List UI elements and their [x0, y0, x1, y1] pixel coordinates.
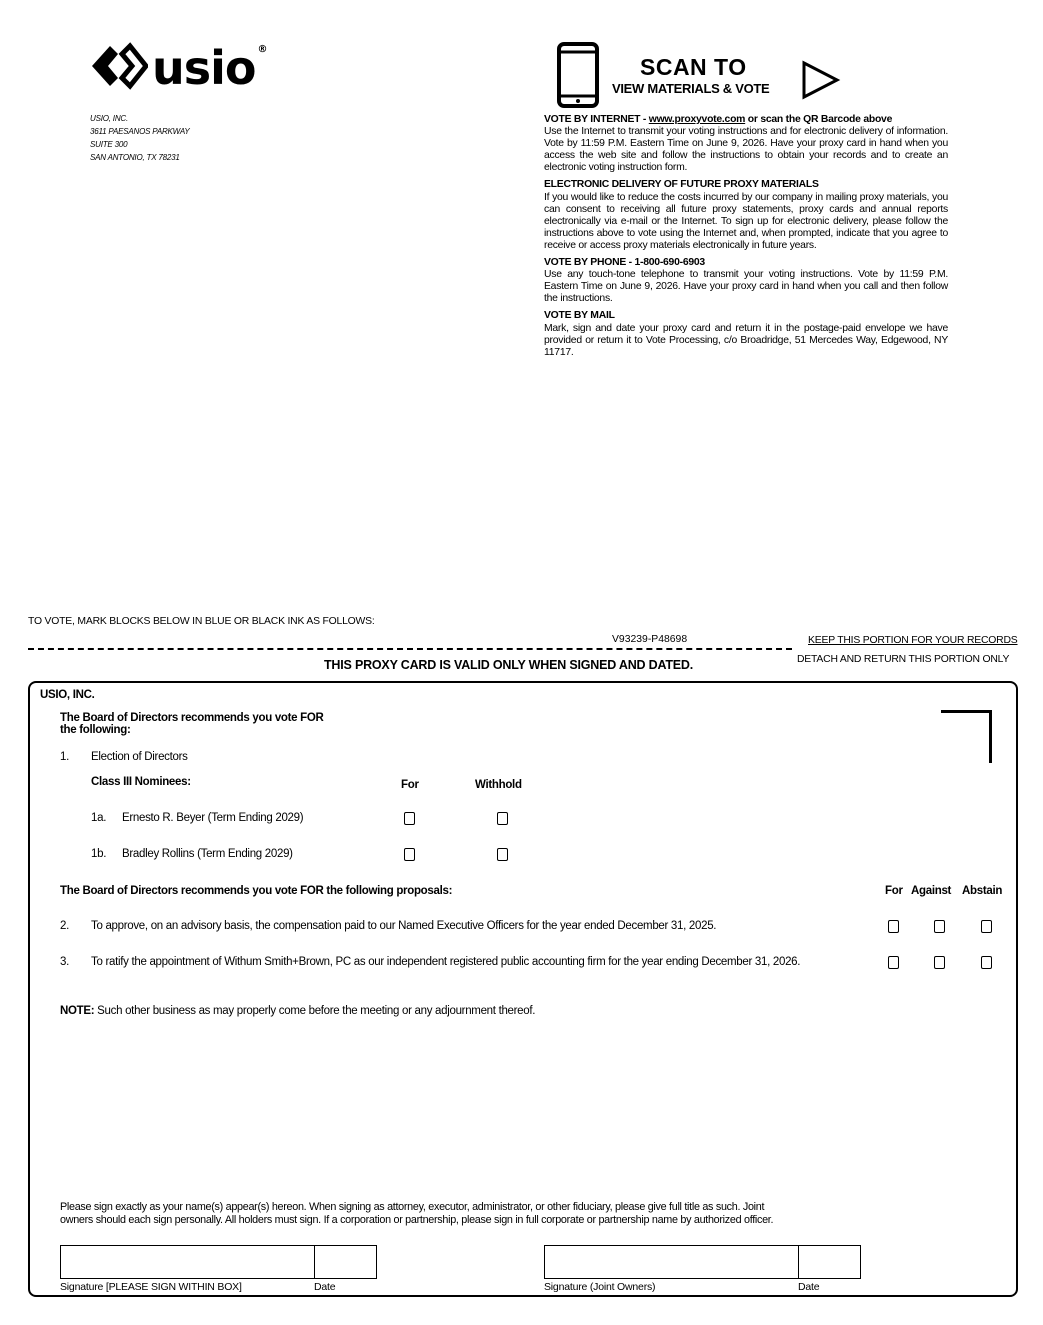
- joint-signature-date-divider: [798, 1246, 799, 1278]
- mark-instructions: TO VOTE, MARK BLOCKS BELOW IN BLUE OR BLACK INK AS FOLLOWS:: [28, 616, 375, 627]
- column-against: Against: [911, 885, 952, 897]
- nominee-1a-for-checkbox[interactable]: [404, 812, 415, 825]
- column-for-proposals: For: [885, 885, 903, 897]
- phone-icon: [556, 42, 600, 108]
- proposal-3-number: 3.: [60, 956, 69, 968]
- item1-label: Election of Directors: [91, 751, 188, 763]
- nominee-1b-name: Bradley Rollins (Term Ending 2029): [122, 848, 293, 860]
- nominee-1a-withhold-checkbox[interactable]: [497, 812, 508, 825]
- nominee-1a-number: 1a.: [91, 812, 107, 824]
- company-logo: [88, 40, 278, 96]
- proposal-3-against-checkbox[interactable]: [934, 956, 945, 969]
- board-recommendation: The Board of Directors recommends you vote FOR: [60, 712, 324, 724]
- column-withhold: Withhold: [475, 779, 522, 791]
- voting-instructions: [544, 114, 948, 364]
- proposal-3-for-checkbox[interactable]: [888, 956, 899, 969]
- detach-line: [28, 648, 792, 650]
- phone-section: VOTE BY PHONE - 1-800-690-6903 Use any touch-tone telephone to transmit your voting instructions. Vote by 11:59 P.M. Eastern Time on June 9, 2026. Have your proxy card in hand when you call and then follow the instructions.: [544, 257, 948, 305]
- board-recommendation-cont: the following:: [60, 724, 131, 736]
- column-abstain: Abstain: [962, 885, 1003, 897]
- nominee-1b-number: 1b.: [91, 848, 107, 860]
- signature-label: Signature [PLEASE SIGN WITHIN BOX]: [60, 1281, 242, 1293]
- class-nominees-label: Class III Nominees:: [91, 776, 191, 788]
- control-code: V93239-P48698: [612, 634, 688, 645]
- proposal-2-abstain-checkbox[interactable]: [981, 920, 992, 933]
- scan-subtitle: VIEW MATERIALS & VOTE: [612, 81, 770, 96]
- signature-date-label: Date: [314, 1281, 336, 1293]
- valid-notice: THIS PROXY CARD IS VALID ONLY WHEN SIGNED AND DATED.: [324, 658, 694, 672]
- proposal-2-number: 2.: [60, 920, 69, 932]
- sign-instructions: Please sign exactly as your name(s) appear(s) hereon. When signing as attorney, executor, administrator, or other fiduciary, please give full title as such. Joint: [60, 1201, 765, 1213]
- scan-title: SCAN TO: [640, 54, 747, 80]
- scan-banner: [556, 42, 856, 108]
- signature-date-divider: [314, 1246, 315, 1278]
- nominee-1b-for-checkbox[interactable]: [404, 848, 415, 861]
- usio-logo-mark-icon: [88, 42, 148, 94]
- corner-mark-icon: [941, 710, 992, 763]
- signature-box[interactable]: [60, 1245, 377, 1279]
- joint-signature-label: Signature (Joint Owners): [544, 1281, 656, 1293]
- electronic-section: ELECTRONIC DELIVERY OF FUTURE PROXY MATERIALS If you would like to reduce the costs incurred by our company in mailing proxy materials, you can consent to receiving all future proxy statements, proxy cards and annual reports electronically via e-mail or the Internet. To sign up for electronic delivery, please follow the instructions above to vote using the Internet and, when prompted, indicate that you agree to receive or access proxy materials electronically in future years.: [544, 179, 948, 251]
- proxy-card: [28, 681, 1018, 1297]
- proxyvote-link[interactable]: www.proxyvote.com: [648, 114, 746, 125]
- card-company: USIO, INC.: [40, 689, 95, 701]
- proposals-recommendation: The Board of Directors recommends you vote FOR the following proposals:: [60, 885, 453, 897]
- keep-portion-text: KEEP THIS PORTION FOR YOUR RECORDS: [808, 635, 1018, 646]
- proposal-2-for-checkbox[interactable]: [888, 920, 899, 933]
- internet-section: VOTE BY INTERNET - www.proxyvote.com or scan the QR Barcode above Use the Internet to transmit your voting instructions and for electronic delivery of information. Vote by 11:59 P.M. Eastern Time on June 9, 2026. Have your proxy card in hand when you access the web site and follow the instructions to obtain your records and to create an electronic voting instruction form.: [544, 114, 948, 174]
- column-for: For: [401, 779, 419, 791]
- item1-number: 1.: [60, 751, 69, 763]
- sign-instructions-cont: owners should each sign personally. All holders must sign. If a corporation or partnership, please sign in full corporate or partnership name by authorized officer.: [60, 1214, 774, 1226]
- logo-text: usio ®: [152, 41, 267, 95]
- proposal-3-abstain-checkbox[interactable]: [981, 956, 992, 969]
- company-address: USIO, INC. 3611 PAESANOS PARKWAY SUITE 300 SAN ANTONIO, TX 78231: [90, 114, 190, 162]
- detach-portion-text: DETACH AND RETURN THIS PORTION ONLY: [797, 654, 1010, 665]
- joint-signature-date-label: Date: [798, 1281, 820, 1293]
- play-arrow-icon: [801, 60, 841, 100]
- nominee-1a-name: Ernesto R. Beyer (Term Ending 2029): [122, 812, 304, 824]
- mail-section: VOTE BY MAIL Mark, sign and date your proxy card and return it in the postage-paid envelope we have provided or return it to Vote Processing, c/o Broadridge, 51 Mercedes Way, Edgewood, NY 11717.: [544, 310, 948, 358]
- joint-signature-box[interactable]: [544, 1245, 861, 1279]
- note: NOTE: Such other business as may properly come before the meeting or any adjournment thereof.: [60, 1005, 536, 1017]
- proposal-2-text: To approve, on an advisory basis, the compensation paid to our Named Executive Officers for the year ended December 31, 2025.: [91, 920, 717, 932]
- proposal-3-text: To ratify the appointment of Withum Smith+Brown, PC as our independent registered public accounting firm for the year ending December 31, 2026.: [91, 956, 801, 968]
- proposal-2-against-checkbox[interactable]: [934, 920, 945, 933]
- nominee-1b-withhold-checkbox[interactable]: [497, 848, 508, 861]
